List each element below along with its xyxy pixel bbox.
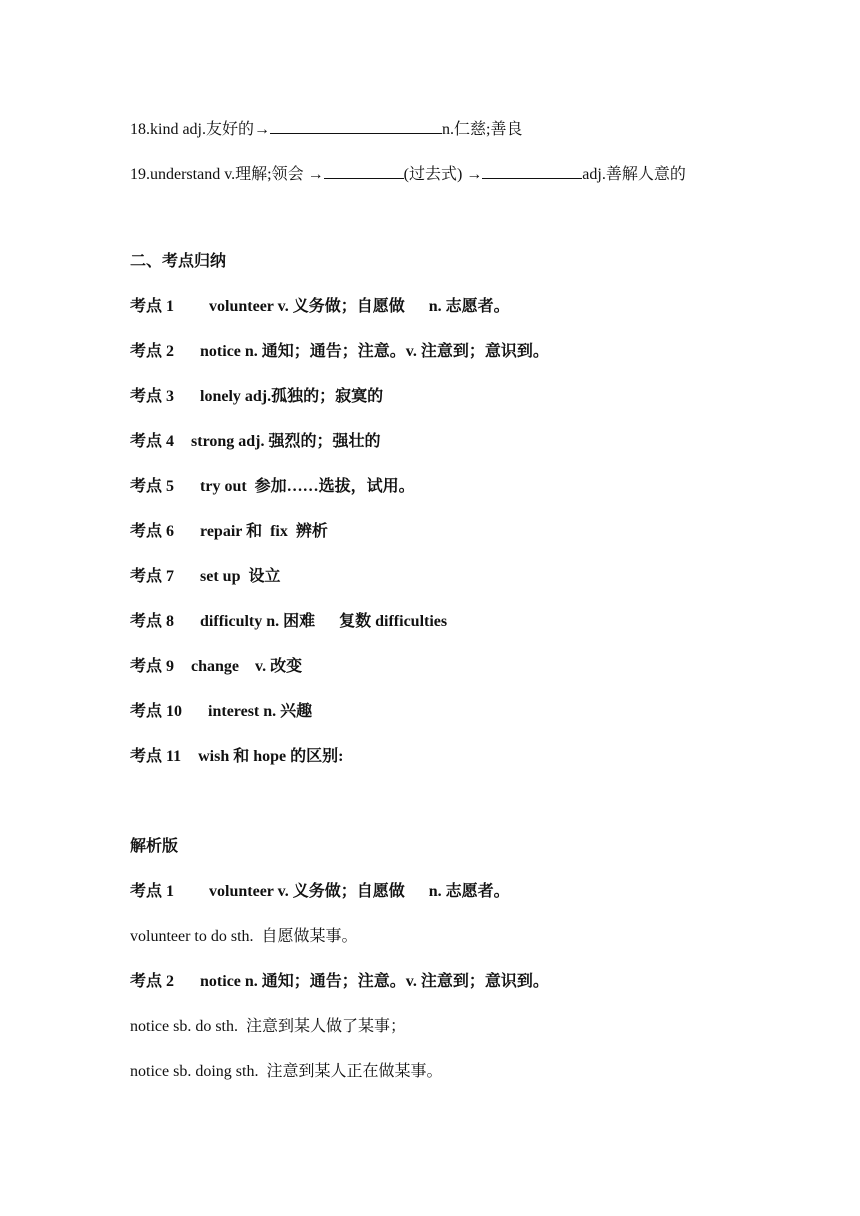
point-label: 考点 2 [130, 343, 175, 360]
analysis-point-2-note-2: notice sb. doing sth. 注意到某人正在做某事。 [130, 1063, 443, 1080]
point-label: 考点 7 [130, 568, 175, 585]
point-label: 考点 4 [130, 433, 175, 450]
point-text: interest n. 兴趣 [208, 703, 313, 720]
point-label: 考点 10 [130, 703, 183, 720]
point-text: volunteer v. 义务做；自愿做 n. 志愿者。 [209, 883, 510, 900]
analysis-point-2-note-1: notice sb. do sth. 注意到某人做了某事； [130, 1018, 406, 1035]
point-7 [130, 567, 280, 587]
point-10 [130, 702, 312, 722]
point-text: try out 参加……选拔，试用。 [200, 478, 415, 495]
point-8 [130, 612, 447, 632]
point-label: 考点 11 [130, 748, 182, 765]
point-1 [130, 297, 510, 317]
point-text: wish 和 hope 的区别: [198, 748, 344, 765]
analysis-title: 解析版 [130, 838, 179, 855]
point-text: difficulty n. 困难 复数 difficulties [200, 613, 448, 630]
point-text: change v. 改变 [191, 658, 303, 675]
vocab-item-18-meaning: n.仁慈;善良 [442, 121, 523, 138]
analysis-point-2 [130, 972, 549, 992]
vocab-item-18 [130, 117, 522, 140]
point-text: notice n. 通知；通告；注意。v. 注意到；意识到。 [200, 343, 549, 360]
point-label: 考点 3 [130, 388, 175, 405]
vocab-item-18-prompt: 18.kind adj.友好的→ [130, 121, 270, 138]
point-5 [130, 477, 415, 497]
point-3 [130, 387, 383, 407]
analysis-point-1 [130, 882, 510, 902]
point-label: 考点 5 [130, 478, 175, 495]
point-label: 考点 1 [130, 883, 175, 900]
point-label: 考点 8 [130, 613, 175, 630]
vocab-item-19-meaning: adj.善解人意的 [582, 166, 686, 183]
vocab-item-19 [130, 162, 686, 185]
point-label: 考点 6 [130, 523, 175, 540]
point-label: 考点 2 [130, 973, 175, 990]
point-11 [130, 747, 343, 767]
point-text: strong adj. 强烈的；强壮的 [191, 433, 381, 450]
point-text: repair 和 fix 辨析 [200, 523, 328, 540]
point-text: notice n. 通知；通告；注意。v. 注意到；意识到。 [200, 973, 549, 990]
point-label: 考点 9 [130, 658, 175, 675]
point-6 [130, 522, 328, 542]
analysis-point-1-note: volunteer to do sth. 自愿做某事。 [130, 928, 358, 945]
answer-blank[interactable] [324, 162, 404, 179]
point-4 [130, 432, 381, 452]
point-text: lonely adj.孤独的；寂寞的 [200, 388, 384, 405]
point-text: volunteer v. 义务做；自愿做 n. 志愿者。 [209, 298, 510, 315]
point-text: set up 设立 [200, 568, 281, 585]
point-9 [130, 657, 302, 677]
section-title: 二、考点归纳 [130, 253, 227, 270]
answer-blank[interactable] [270, 117, 442, 134]
vocab-item-19-hint: (过去式) → [403, 166, 483, 183]
point-2 [130, 342, 549, 362]
vocab-item-19-prompt: 19.understand v.理解;领会 → [130, 166, 324, 183]
point-label: 考点 1 [130, 298, 175, 315]
answer-blank[interactable] [482, 162, 582, 179]
